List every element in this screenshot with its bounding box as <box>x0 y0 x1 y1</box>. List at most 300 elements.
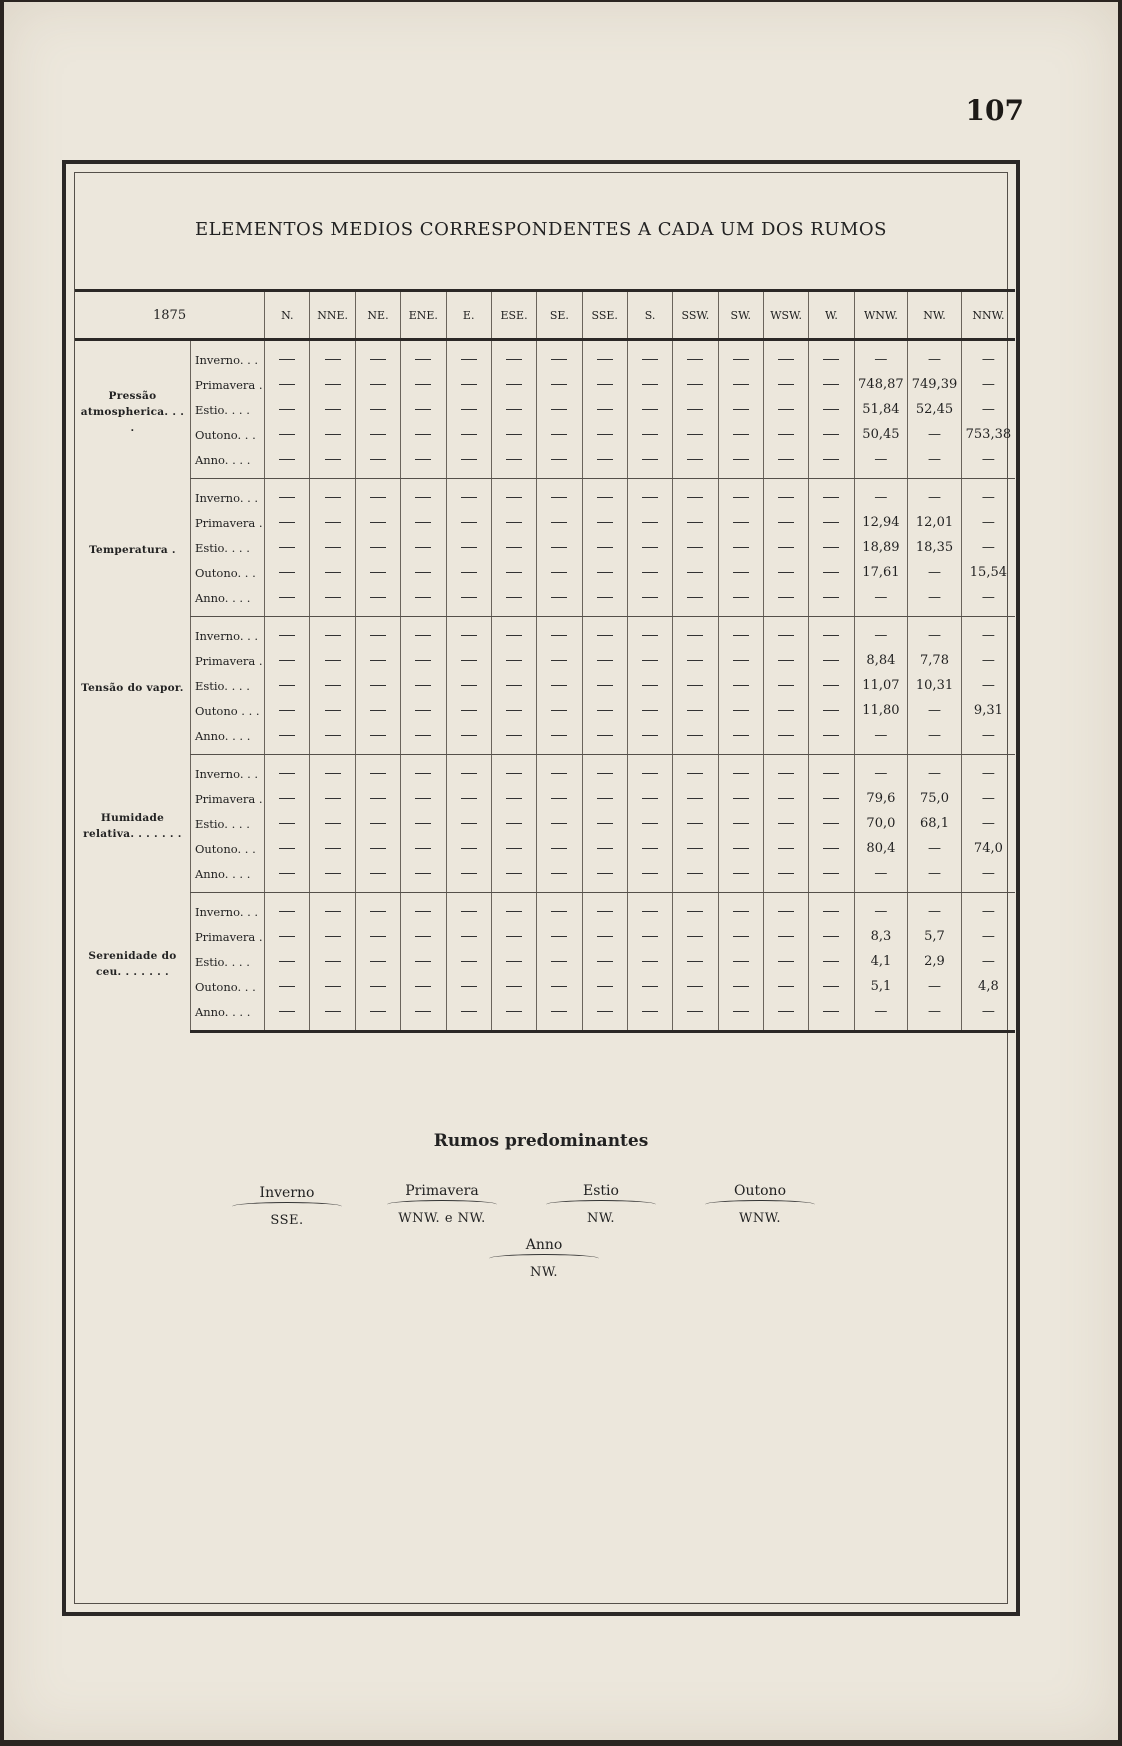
empty-cell <box>310 479 355 511</box>
empty-cell <box>537 999 582 1032</box>
empty-cell <box>446 510 491 535</box>
table-row <box>75 585 1015 617</box>
empty-cell <box>582 560 627 585</box>
empty-cell <box>809 836 854 861</box>
empty-cell <box>491 372 536 397</box>
value-cell-nw: — <box>908 861 962 893</box>
empty-cell <box>310 698 355 723</box>
empty-cell <box>446 397 491 422</box>
dash-mark <box>733 572 749 573</box>
empty-cell <box>763 585 808 617</box>
empty-cell <box>537 893 582 925</box>
empty-cell <box>582 999 627 1032</box>
dash-mark <box>823 359 839 360</box>
empty-cell <box>627 786 672 811</box>
dash-mark <box>415 660 431 661</box>
empty-cell <box>718 397 763 422</box>
dash-mark <box>687 572 703 573</box>
dash-mark <box>778 961 794 962</box>
dash-mark <box>823 798 839 799</box>
dash-mark <box>778 1011 794 1012</box>
empty-cell <box>809 924 854 949</box>
empty-cell <box>673 924 718 949</box>
empty-cell <box>491 617 536 649</box>
dash-mark <box>370 936 386 937</box>
dash-mark <box>597 459 613 460</box>
empty-cell <box>537 535 582 560</box>
empty-cell <box>718 836 763 861</box>
empty-cell <box>355 861 400 893</box>
empty-cell <box>537 673 582 698</box>
dash-mark <box>687 359 703 360</box>
value-cell-nnw: — <box>961 648 1015 673</box>
empty-cell <box>763 535 808 560</box>
season-label: Anno. . . . <box>190 999 264 1032</box>
empty-cell <box>582 723 627 755</box>
dash-mark <box>370 798 386 799</box>
empty-cell <box>491 861 536 893</box>
dash-mark <box>415 384 431 385</box>
empty-cell <box>763 974 808 999</box>
dash-mark <box>823 735 839 736</box>
empty-cell <box>809 397 854 422</box>
empty-cell <box>446 755 491 787</box>
empty-cell <box>582 949 627 974</box>
dash-mark <box>279 961 295 962</box>
dash-mark <box>551 961 567 962</box>
dash-mark <box>370 497 386 498</box>
empty-cell <box>763 999 808 1032</box>
dash-mark <box>325 823 341 824</box>
empty-cell <box>401 447 446 479</box>
empty-cell <box>627 397 672 422</box>
empty-cell <box>355 811 400 836</box>
empty-cell <box>355 974 400 999</box>
empty-cell <box>582 786 627 811</box>
table-row <box>75 836 1015 861</box>
dash-mark <box>415 986 431 987</box>
table-frame <box>62 160 1020 1616</box>
value-cell-nw: 52,45 <box>908 397 962 422</box>
dash-mark <box>461 823 477 824</box>
dash-mark <box>279 635 295 636</box>
value-cell-wnw: — <box>854 447 908 479</box>
dash-mark <box>778 735 794 736</box>
dash-mark <box>325 986 341 987</box>
dash-mark <box>551 459 567 460</box>
dash-mark <box>461 459 477 460</box>
direction-header: NE. <box>355 291 400 340</box>
dash-mark <box>370 409 386 410</box>
dash-mark <box>642 547 658 548</box>
empty-cell <box>491 397 536 422</box>
season-label: Outono . . . <box>190 698 264 723</box>
empty-cell <box>265 535 310 560</box>
empty-cell <box>809 811 854 836</box>
dash-mark <box>551 735 567 736</box>
dash-mark <box>823 710 839 711</box>
empty-cell <box>582 340 627 373</box>
dash-mark <box>279 685 295 686</box>
direction-header: SSW. <box>673 291 718 340</box>
dash-mark <box>506 798 522 799</box>
predominant-title: Rumos predominantes <box>433 1131 649 1151</box>
dash-mark <box>370 986 386 987</box>
empty-cell <box>809 786 854 811</box>
empty-cell <box>401 648 446 673</box>
dash-mark <box>823 1011 839 1012</box>
table-row <box>75 447 1015 479</box>
empty-cell <box>809 422 854 447</box>
dash-mark <box>642 823 658 824</box>
predominant-direction: SSE. <box>270 1213 304 1228</box>
value-cell-nw: — <box>908 422 962 447</box>
swash-rule <box>546 1200 656 1209</box>
table-row <box>75 340 1015 373</box>
dash-mark <box>325 597 341 598</box>
dash-mark <box>687 798 703 799</box>
dash-mark <box>325 1011 341 1012</box>
empty-cell <box>401 811 446 836</box>
dash-mark <box>279 773 295 774</box>
value-cell-nw: 2,9 <box>908 949 962 974</box>
empty-cell <box>355 479 400 511</box>
dash-mark <box>823 911 839 912</box>
dash-mark <box>415 710 431 711</box>
empty-cell <box>809 585 854 617</box>
value-cell-nnw: 4,8 <box>961 974 1015 999</box>
dash-mark <box>551 773 567 774</box>
empty-cell <box>265 447 310 479</box>
dash-mark <box>823 522 839 523</box>
empty-cell <box>537 786 582 811</box>
empty-cell <box>537 447 582 479</box>
empty-cell <box>355 698 400 723</box>
direction-header: S. <box>627 291 672 340</box>
dash-mark <box>687 1011 703 1012</box>
value-cell-nnw: 74,0 <box>961 836 1015 861</box>
value-cell-nnw: — <box>961 811 1015 836</box>
empty-cell <box>491 673 536 698</box>
empty-cell <box>310 811 355 836</box>
empty-cell <box>265 861 310 893</box>
dash-mark <box>506 986 522 987</box>
empty-cell <box>265 479 310 511</box>
dash-mark <box>415 685 431 686</box>
predominant-season: Outono <box>734 1183 786 1199</box>
dash-mark <box>461 798 477 799</box>
empty-cell <box>763 698 808 723</box>
dash-mark <box>279 547 295 548</box>
dash-mark <box>597 798 613 799</box>
dash-mark <box>597 597 613 598</box>
dash-mark <box>551 911 567 912</box>
dash-mark <box>778 986 794 987</box>
dash-mark <box>461 773 477 774</box>
dash-mark <box>370 359 386 360</box>
dash-mark <box>778 497 794 498</box>
season-label: Estio. . . . <box>190 949 264 974</box>
empty-cell <box>355 999 400 1032</box>
dash-mark <box>461 434 477 435</box>
dash-mark <box>279 572 295 573</box>
empty-cell <box>763 893 808 925</box>
empty-cell <box>310 949 355 974</box>
direction-header: ESE. <box>491 291 536 340</box>
empty-cell <box>265 949 310 974</box>
value-cell-nw: — <box>908 617 962 649</box>
dash-mark <box>597 522 613 523</box>
dash-mark <box>778 911 794 912</box>
dash-mark <box>823 384 839 385</box>
dash-mark <box>642 635 658 636</box>
empty-cell <box>763 422 808 447</box>
value-cell-nw: 7,78 <box>908 648 962 673</box>
dash-mark <box>279 710 295 711</box>
dash-mark <box>642 459 658 460</box>
empty-cell <box>809 755 854 787</box>
empty-cell <box>265 422 310 447</box>
dash-mark <box>823 773 839 774</box>
empty-cell <box>355 924 400 949</box>
dash-mark <box>370 434 386 435</box>
empty-cell <box>718 786 763 811</box>
dash-mark <box>506 873 522 874</box>
empty-cell <box>627 648 672 673</box>
dash-mark <box>415 359 431 360</box>
empty-cell <box>627 422 672 447</box>
empty-cell <box>809 372 854 397</box>
dash-mark <box>415 635 431 636</box>
dash-mark <box>687 961 703 962</box>
empty-cell <box>265 510 310 535</box>
dash-mark <box>551 710 567 711</box>
table-row <box>75 617 1015 649</box>
empty-cell <box>763 397 808 422</box>
dash-mark <box>461 735 477 736</box>
season-label: Primavera . <box>190 648 264 673</box>
empty-cell <box>491 648 536 673</box>
empty-cell <box>537 340 582 373</box>
empty-cell <box>446 861 491 893</box>
empty-cell <box>401 723 446 755</box>
dash-mark <box>415 459 431 460</box>
swash-rule <box>489 1254 599 1263</box>
dash-mark <box>687 710 703 711</box>
dash-mark <box>370 1011 386 1012</box>
empty-cell <box>582 836 627 861</box>
dash-mark <box>415 823 431 824</box>
empty-cell <box>310 617 355 649</box>
empty-cell <box>401 698 446 723</box>
dash-mark <box>279 823 295 824</box>
empty-cell <box>401 535 446 560</box>
direction-header: NNE. <box>310 291 355 340</box>
dash-mark <box>370 635 386 636</box>
dash-mark <box>506 572 522 573</box>
dash-mark <box>325 660 341 661</box>
dash-mark <box>279 911 295 912</box>
empty-cell <box>401 479 446 511</box>
season-label: Estio. . . . <box>190 811 264 836</box>
value-cell-nnw: — <box>961 786 1015 811</box>
empty-cell <box>627 340 672 373</box>
season-label: Inverno. . . <box>190 617 264 649</box>
dash-mark <box>506 497 522 498</box>
dash-mark <box>778 710 794 711</box>
empty-cell <box>809 974 854 999</box>
empty-cell <box>355 949 400 974</box>
value-cell-nw: — <box>908 999 962 1032</box>
dash-mark <box>733 710 749 711</box>
dash-mark <box>642 798 658 799</box>
dash-mark <box>506 823 522 824</box>
dash-mark <box>551 359 567 360</box>
dash-mark <box>733 497 749 498</box>
table-row <box>75 673 1015 698</box>
dash-mark <box>551 848 567 849</box>
dash-mark <box>642 873 658 874</box>
dash-mark <box>597 572 613 573</box>
dash-mark <box>279 986 295 987</box>
empty-cell <box>446 949 491 974</box>
empty-cell <box>627 999 672 1032</box>
value-cell-wnw: 51,84 <box>854 397 908 422</box>
empty-cell <box>627 447 672 479</box>
empty-cell <box>673 510 718 535</box>
dash-mark <box>687 911 703 912</box>
dash-mark <box>325 547 341 548</box>
empty-cell <box>537 510 582 535</box>
empty-cell <box>763 723 808 755</box>
dash-mark <box>279 522 295 523</box>
season-label: Outono. . . <box>190 422 264 447</box>
dash-mark <box>687 735 703 736</box>
empty-cell <box>627 811 672 836</box>
empty-cell <box>673 479 718 511</box>
empty-cell <box>809 648 854 673</box>
dash-mark <box>551 409 567 410</box>
direction-header: W. <box>809 291 854 340</box>
dash-mark <box>642 1011 658 1012</box>
dash-mark <box>415 936 431 937</box>
dash-mark <box>597 660 613 661</box>
empty-cell <box>673 648 718 673</box>
empty-cell <box>446 698 491 723</box>
element-label: Pressão atmospherica. . . . <box>80 390 185 434</box>
empty-cell <box>265 340 310 373</box>
empty-cell <box>627 949 672 974</box>
empty-cell <box>355 836 400 861</box>
dash-mark <box>370 735 386 736</box>
empty-cell <box>673 447 718 479</box>
document-page <box>4 2 1118 1740</box>
empty-cell <box>491 510 536 535</box>
dash-mark <box>823 459 839 460</box>
empty-cell <box>537 560 582 585</box>
empty-cell <box>809 673 854 698</box>
dash-mark <box>551 1011 567 1012</box>
dash-mark <box>642 685 658 686</box>
season-label: Anno. . . . <box>190 861 264 893</box>
value-cell-nw: — <box>908 560 962 585</box>
empty-cell <box>265 723 310 755</box>
dash-mark <box>778 572 794 573</box>
dash-mark <box>687 848 703 849</box>
dash-mark <box>642 572 658 573</box>
empty-cell <box>491 755 536 787</box>
dash-mark <box>551 434 567 435</box>
empty-cell <box>491 999 536 1032</box>
dash-mark <box>597 986 613 987</box>
empty-cell <box>265 999 310 1032</box>
value-cell-nnw: — <box>961 999 1015 1032</box>
dash-mark <box>461 710 477 711</box>
dash-mark <box>370 459 386 460</box>
table-row <box>75 560 1015 585</box>
dash-mark <box>642 911 658 912</box>
empty-cell <box>310 535 355 560</box>
empty-cell <box>763 648 808 673</box>
dash-mark <box>370 823 386 824</box>
empty-cell <box>491 479 536 511</box>
dash-mark <box>415 798 431 799</box>
dash-mark <box>642 359 658 360</box>
empty-cell <box>718 447 763 479</box>
empty-cell <box>355 893 400 925</box>
empty-cell <box>401 836 446 861</box>
dash-mark <box>506 434 522 435</box>
table-title: ELEMENTOS MEDIOS CORRESPONDENTES A CADA UM DOS RUMOS <box>195 219 887 240</box>
direction-header: NNW. <box>961 291 1015 340</box>
dash-mark <box>642 409 658 410</box>
empty-cell <box>673 585 718 617</box>
empty-cell <box>446 786 491 811</box>
empty-cell <box>537 479 582 511</box>
page-number: 107 <box>965 94 1024 127</box>
dash-mark <box>597 359 613 360</box>
empty-cell <box>582 479 627 511</box>
empty-cell <box>673 617 718 649</box>
dash-mark <box>415 409 431 410</box>
dash-mark <box>597 936 613 937</box>
dash-mark <box>415 1011 431 1012</box>
dash-mark <box>778 359 794 360</box>
empty-cell <box>763 510 808 535</box>
dash-mark <box>733 873 749 874</box>
empty-cell <box>537 755 582 787</box>
empty-cell <box>627 535 672 560</box>
empty-cell <box>537 861 582 893</box>
dash-mark <box>370 911 386 912</box>
dash-mark <box>733 685 749 686</box>
value-cell-wnw: 18,89 <box>854 535 908 560</box>
table-row <box>75 698 1015 723</box>
dash-mark <box>823 936 839 937</box>
value-cell-nw: 12,01 <box>908 510 962 535</box>
season-label: Anno. . . . <box>190 723 264 755</box>
empty-cell <box>265 836 310 861</box>
empty-cell <box>310 893 355 925</box>
dash-mark <box>370 384 386 385</box>
value-cell-wnw: — <box>854 893 908 925</box>
empty-cell <box>491 585 536 617</box>
wind-direction-table <box>75 289 1015 1033</box>
dash-mark <box>325 409 341 410</box>
value-cell-wnw: — <box>854 999 908 1032</box>
season-label: Inverno. . . <box>190 340 264 373</box>
empty-cell <box>763 949 808 974</box>
